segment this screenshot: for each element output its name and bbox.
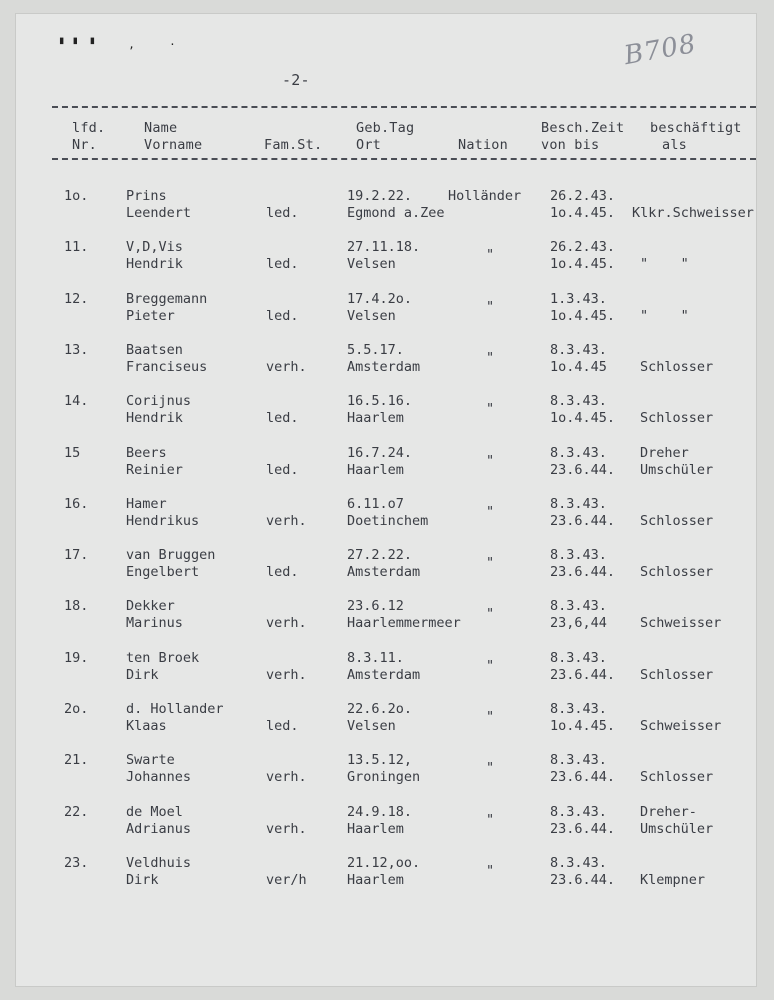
row-number: 12. [64,291,89,307]
row-employed-from: 8.3.43. [550,342,607,358]
row-number: 17. [64,547,89,563]
row-birth-place: Doetinchem [347,513,429,529]
row-employed-from: 8.3.43. [550,598,607,614]
row-birth-date: 27.11.18. [347,239,421,255]
row-vorname: Franciseus [126,359,208,375]
row-vorname: Pieter [126,308,175,324]
row-occupation-line1: Dreher- [640,804,697,820]
page-number: -2- [282,71,310,89]
row-name: Corijnus [126,393,192,409]
row-occupation-line2: Umschüler [640,821,714,837]
table-row [16,855,756,891]
row-birth-place: Haarlemmermeer [347,615,461,631]
row-occupation-line2: Schweisser [640,615,722,631]
row-vorname: Klaas [126,718,167,734]
row-number: 2o. [64,701,89,717]
row-vorname: Leendert [126,205,192,221]
header-lfd-line1: lfd. [72,120,106,136]
row-nation: " [486,247,495,263]
row-birth-place: Haarlem [347,462,404,478]
row-name: Veldhuis [126,855,192,871]
row-family-status: verh. [266,667,307,683]
row-occupation-line2: Schlosser [640,513,714,529]
row-occupation-line2: " " [640,308,689,324]
row-employed-from: 8.3.43. [550,752,607,768]
row-family-status: led. [266,410,299,426]
row-vorname: Johannes [126,769,192,785]
row-number: 11. [64,239,89,255]
row-vorname: Marinus [126,615,183,631]
row-employed-from: 8.3.43. [550,393,607,409]
row-birth-place: Amsterdam [347,359,421,375]
header-als-line1: beschäftigt [650,120,742,136]
row-employed-until: 23.6.44. [550,769,616,785]
header-name-line1: Name [144,120,178,136]
table-row [16,445,756,481]
table-row [16,291,756,327]
row-birth-date: 24.9.18. [347,804,413,820]
row-birth-place: Haarlem [347,410,404,426]
row-number: 15 [64,445,81,461]
row-birth-place: Egmond a.Zee [347,205,445,221]
row-employed-until: 23.6.44. [550,564,616,580]
row-number: 14. [64,393,89,409]
header-geb-line2: Ort [356,137,381,153]
row-employed-until: 1o.4.45. [550,308,616,324]
row-vorname: Hendrikus [126,513,200,529]
row-vorname: Hendrik [126,410,183,426]
row-vorname: Dirk [126,667,159,683]
row-nation: " [486,709,495,725]
row-nation: " [486,299,495,315]
row-occupation-line1: Dreher [640,445,689,461]
row-birth-place: Velsen [347,308,396,324]
row-birth-date: 5.5.17. [347,342,404,358]
row-family-status: verh. [266,359,307,375]
row-nation: Holländer [448,188,522,204]
row-number: 1o. [64,188,89,204]
header-bottom-rule [52,158,756,160]
row-name: Dekker [126,598,175,614]
row-nation: " [486,350,495,366]
header-besch-line1: Besch.Zeit [541,120,625,136]
header-besch-line2: von bis [541,137,600,153]
row-number: 18. [64,598,89,614]
row-employed-until: 1o.4.45 [550,359,607,375]
row-nation: " [486,606,495,622]
row-employed-until: 23.6.44. [550,667,616,683]
row-name: Prins [126,188,167,204]
table-row [16,188,756,224]
row-name: Swarte [126,752,175,768]
row-vorname: Dirk [126,872,159,888]
row-family-status: led. [266,718,299,734]
row-occupation-line2: Schlosser [640,667,714,683]
row-occupation-line2: Schlosser [640,769,714,785]
row-occupation-line2: Schweisser [640,718,722,734]
row-vorname: Adrianus [126,821,192,837]
header-nation: Nation [458,137,508,153]
row-occupation-line2: " " [640,256,689,272]
row-vorname: Reinier [126,462,183,478]
row-occupation-line2: Umschüler [640,462,714,478]
table-row [16,650,756,686]
row-birth-date: 27.2.22. [347,547,413,563]
row-nation: " [486,453,495,469]
row-birth-date: 16.5.16. [347,393,413,409]
row-number: 23. [64,855,89,871]
row-birth-place: Amsterdam [347,667,421,683]
header-geb-line1: Geb.Tag [356,120,415,136]
handwritten-stamp: B708 [621,28,699,72]
row-number: 13. [64,342,89,358]
row-family-status: led. [266,462,299,478]
row-name: ten Broek [126,650,200,666]
row-name: van Bruggen [126,547,216,563]
document-page [16,14,756,986]
row-number: 16. [64,496,89,512]
row-employed-until: 1o.4.45. [550,718,616,734]
row-family-status: verh. [266,615,307,631]
row-nation: " [486,658,495,674]
corner-marks: ▘ ▘ ▝ , · [60,38,176,51]
row-birth-place: Amsterdam [347,564,421,580]
row-birth-place: Groningen [347,769,421,785]
row-occupation-line2: Schlosser [640,564,714,580]
row-family-status: led. [266,205,299,221]
row-birth-date: 19.2.22. [347,188,413,204]
row-birth-place: Haarlem [347,821,404,837]
row-vorname: Hendrik [126,256,183,272]
row-name: de Moel [126,804,183,820]
row-employed-until: 1o.4.45. [550,205,616,221]
table-row [16,496,756,532]
row-employed-from: 8.3.43. [550,804,607,820]
row-family-status: led. [266,308,299,324]
row-employed-from: 8.3.43. [550,547,607,563]
row-occupation-line2: Klkr.Schweisser [632,205,754,221]
table-row [16,598,756,634]
header-top-rule [52,106,756,108]
row-birth-date: 6.11.o7 [347,496,404,512]
row-employed-from: 8.3.43. [550,650,607,666]
row-family-status: verh. [266,821,307,837]
row-name: d. Hollander [126,701,224,717]
row-nation: " [486,401,495,417]
row-employed-from: 1.3.43. [550,291,607,307]
row-nation: " [486,555,495,571]
row-name: Beers [126,445,167,461]
header-famst: Fam.St. [264,137,323,153]
row-occupation-line2: Schlosser [640,359,714,375]
row-employed-from: 26.2.43. [550,188,616,204]
row-nation: " [486,812,495,828]
row-number: 21. [64,752,89,768]
row-employed-until: 23.6.44. [550,513,616,529]
row-employed-until: 1o.4.45. [550,256,616,272]
row-birth-place: Velsen [347,718,396,734]
table-row [16,342,756,378]
row-name: V,D,Vis [126,239,183,255]
row-nation: " [486,504,495,520]
row-nation: " [486,863,495,879]
row-name: Breggemann [126,291,208,307]
row-employed-from: 8.3.43. [550,496,607,512]
row-employed-from: 26.2.43. [550,239,616,255]
row-name: Hamer [126,496,167,512]
row-family-status: led. [266,564,299,580]
row-employed-until: 23.6.44. [550,821,616,837]
row-family-status: led. [266,256,299,272]
row-family-status: verh. [266,513,307,529]
row-number: 22. [64,804,89,820]
row-birth-date: 22.6.2o. [347,701,413,717]
row-number: 19. [64,650,89,666]
row-family-status: ver/h [266,872,307,888]
row-birth-place: Velsen [347,256,396,272]
row-employed-until: 23.6.44. [550,462,616,478]
row-family-status: verh. [266,769,307,785]
row-birth-place: Haarlem [347,872,404,888]
table-row [16,752,756,788]
row-occupation-line2: Klempner [640,872,706,888]
table-row [16,393,756,429]
table-row [16,547,756,583]
header-lfd-line2: Nr. [72,137,97,153]
row-employed-until: 23,6,44 [550,615,607,631]
row-birth-date: 8.3.11. [347,650,404,666]
row-birth-date: 21.12,oo. [347,855,421,871]
header-name-line2: Vorname [144,137,203,153]
row-employed-from: 8.3.43. [550,855,607,871]
row-name: Baatsen [126,342,183,358]
row-employed-from: 8.3.43. [550,445,607,461]
row-birth-date: 16.7.24. [347,445,413,461]
table-row [16,804,756,840]
table-row [16,239,756,275]
row-birth-date: 17.4.2o. [347,291,413,307]
row-birth-date: 13.5.12, [347,752,413,768]
row-nation: " [486,760,495,776]
table-row [16,701,756,737]
row-employed-until: 1o.4.45. [550,410,616,426]
row-vorname: Engelbert [126,564,200,580]
row-employed-until: 23.6.44. [550,872,616,888]
row-birth-date: 23.6.12 [347,598,404,614]
header-als-line2: als [662,137,687,153]
row-occupation-line2: Schlosser [640,410,714,426]
row-employed-from: 8.3.43. [550,701,607,717]
